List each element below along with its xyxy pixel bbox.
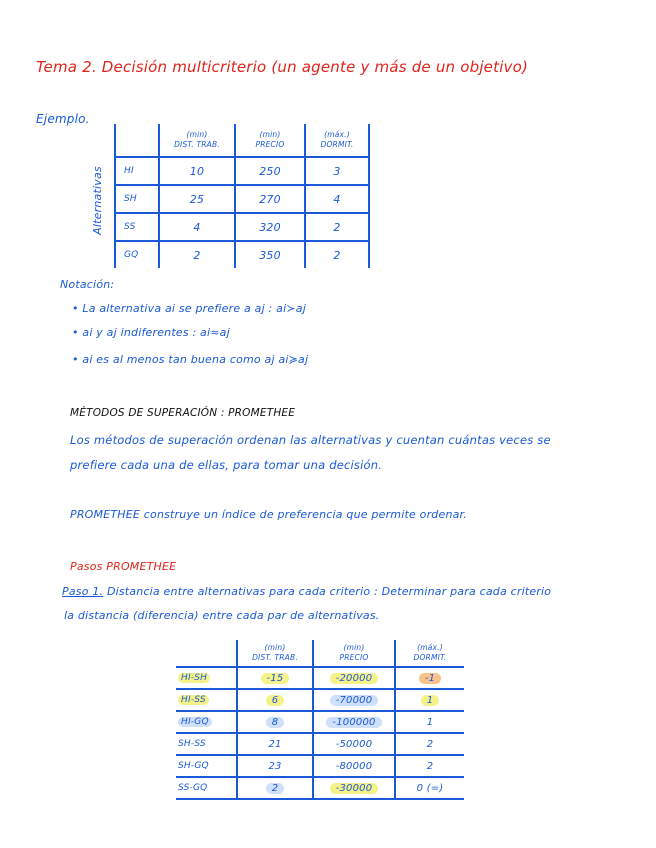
dormit-cell: 1 bbox=[426, 716, 434, 728]
header-precio: (min) PRECIO bbox=[313, 640, 395, 667]
header-precio: (min) PRECIO bbox=[235, 124, 305, 157]
dist-cell: 4 bbox=[159, 213, 235, 241]
dist-cell: 21 bbox=[268, 738, 282, 750]
dormit-cell: -1 bbox=[419, 673, 441, 684]
precio-cell: -20000 bbox=[330, 673, 379, 684]
precio-cell: 270 bbox=[235, 185, 305, 213]
table-row bbox=[176, 689, 464, 711]
precio-cell: 350 bbox=[235, 241, 305, 268]
metodos-para-line: Los métodos de superación ordenan las alternativas y cuentan cuántas veces se bbox=[70, 433, 551, 447]
alt-cell: HI bbox=[115, 157, 159, 185]
notation-item: • ai y aj indiferentes : ai≈aj bbox=[72, 326, 230, 339]
precio-cell: -100000 bbox=[326, 717, 381, 728]
table-row bbox=[176, 777, 464, 799]
dormit-cell: 2 bbox=[305, 241, 369, 268]
pair-cell: HI-SS bbox=[178, 695, 209, 705]
paso1-label: Paso 1. bbox=[62, 585, 104, 598]
example-label: Ejemplo. bbox=[36, 112, 90, 126]
pair-cell: HI-SH bbox=[178, 673, 210, 683]
example-table bbox=[114, 124, 370, 268]
promethee-sentence: PROMETHEE construye un índice de preferencia que permite ordenar. bbox=[70, 508, 467, 521]
alt-cell: SH bbox=[115, 185, 159, 213]
corner-cell bbox=[176, 640, 237, 667]
pair-cell: HI-GQ bbox=[178, 717, 212, 727]
header-dormit: (máx.) DORMIT. bbox=[395, 640, 464, 667]
dormit-cell: 4 bbox=[305, 185, 369, 213]
dist-cell: 6 bbox=[266, 695, 285, 706]
notation-item: • La alternativa ai se prefiere a aj : ai≻aj bbox=[72, 302, 306, 315]
dist-cell: 8 bbox=[266, 717, 285, 728]
dormit-cell: 1 bbox=[421, 695, 440, 706]
precio-cell: 320 bbox=[235, 213, 305, 241]
table-row bbox=[115, 185, 369, 213]
table-row bbox=[115, 157, 369, 185]
metodos-para-line: prefiere cada una de ellas, para tomar una decisión. bbox=[70, 458, 383, 472]
dormit-cell: 0 (=) bbox=[416, 782, 444, 794]
alt-cell: GQ bbox=[115, 241, 159, 268]
dist-cell: 25 bbox=[159, 185, 235, 213]
alternatives-side-label: Alternativas bbox=[90, 165, 104, 235]
dist-cell: 2 bbox=[159, 241, 235, 268]
table-row bbox=[115, 241, 369, 268]
page-title: Tema 2. Decisión multicriterio (un agente y más de un objetivo) bbox=[36, 58, 529, 76]
alt-cell: SS bbox=[115, 213, 159, 241]
precio-cell: -80000 bbox=[335, 760, 373, 772]
dormit-cell: 2 bbox=[305, 213, 369, 241]
table-row bbox=[176, 667, 464, 689]
pasos-heading: Pasos PROMETHEE bbox=[70, 560, 177, 573]
header-dormit: (máx.) DORMIT. bbox=[305, 124, 369, 157]
precio-cell: -30000 bbox=[330, 783, 379, 794]
paso1-text: Distancia entre alternativas para cada criterio : Determinar para cada criterio bbox=[106, 585, 552, 598]
dist-cell: 2 bbox=[266, 783, 285, 794]
pair-cell: SS-GQ bbox=[178, 783, 208, 793]
dormit-cell: 3 bbox=[305, 157, 369, 185]
table-row bbox=[176, 711, 464, 733]
distance-table bbox=[176, 640, 464, 800]
corner-cell bbox=[115, 124, 159, 157]
paso1-line: la distancia (diferencia) entre cada par de alternativas. bbox=[64, 609, 380, 622]
precio-cell: -50000 bbox=[335, 738, 373, 750]
paso1-line bbox=[62, 585, 551, 598]
header-dist: (min) DIST. TRAB. bbox=[159, 124, 235, 157]
dist-cell: -15 bbox=[261, 673, 290, 684]
pair-cell: SH-SS bbox=[178, 739, 206, 749]
header-dist: (min) DIST. TRAB. bbox=[237, 640, 313, 667]
dist-cell: 10 bbox=[159, 157, 235, 185]
dist-cell: 23 bbox=[268, 760, 282, 772]
precio-cell: -70000 bbox=[330, 695, 379, 706]
dormit-cell: 2 bbox=[426, 760, 434, 772]
table-row bbox=[176, 733, 464, 755]
pair-cell: SH-GQ bbox=[178, 761, 209, 771]
precio-cell: 250 bbox=[235, 157, 305, 185]
table-row bbox=[115, 213, 369, 241]
metodos-heading: MÉTODOS DE SUPERACIÓN : PROMETHEE bbox=[70, 407, 296, 419]
notation-item: • ai es al menos tan buena como aj ai≽aj bbox=[72, 353, 309, 366]
dormit-cell: 2 bbox=[426, 738, 434, 750]
notation-label: Notación: bbox=[60, 278, 115, 291]
table-row bbox=[176, 755, 464, 777]
